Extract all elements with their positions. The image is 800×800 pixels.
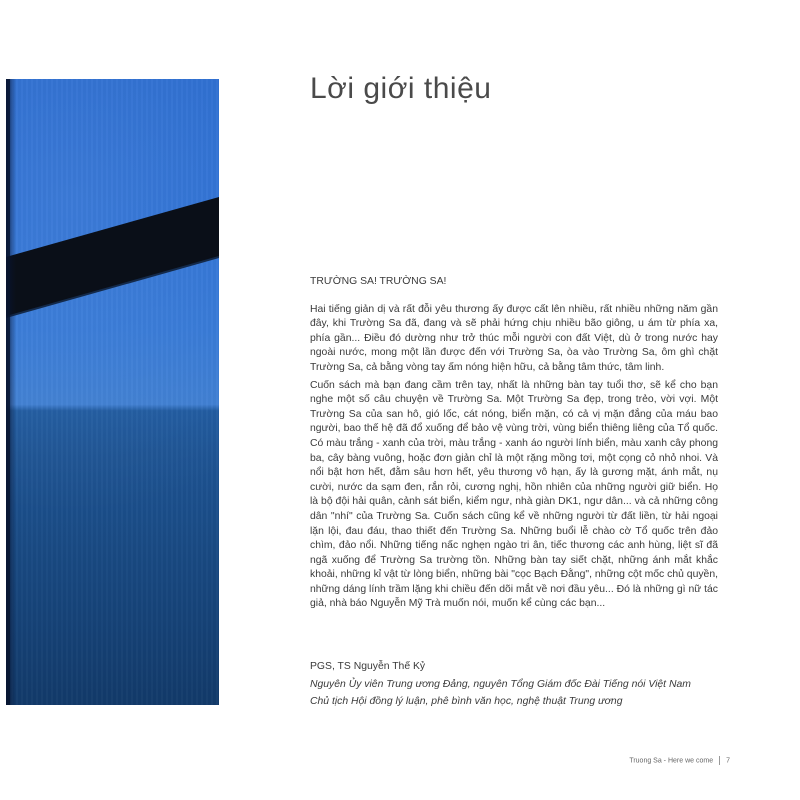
intro-paragraph-2: Cuốn sách mà bạn đang cầm trên tay, nhất là những bàn tay tuổi thơ, sẽ kể cho bạn nghe một số câu chuyện về Trường Sa. Một Trường Sa đẹp, trong trẻo, vời vợi. Một Trường Sa của san hô, gió lốc, cát nóng, biển mặn, có cả vị mặn đắng của máu bao người, bao thế hệ đã đổ xuống để bảo vệ vùng trời, vùng biển thiêng liêng của Tổ quốc. Có màu trắng - xanh của trời, màu trắng - xanh áo người lính biển, màu xanh cây phong ba, cây bàng vuông, hoặc đơn giản chỉ là một rặng mồng tơi, một cọng cỏ nhỏ nhoi. Và nổi bật hơn hết, đằm sâu hơn hết, yêu thương vô hạn, ấy là gương mặt, ánh mắt, nụ cười, nước da sạm đen, rắn rỏi, cương nghị, hồn nhiên của những người giữ biển. Họ là bộ đội hải quân, cảnh sát biển, kiểm ngư, nhà giàn DK1, ngư dân... và cả những công dân "nhí" của Trường Sa. Cuốn sách cũng kể về những người từ đất liền, từ hải ngoại lặn lội, đau đáu, thao thiết đến Trường Sa. Những buổi lễ chào cờ Tổ quốc trên đảo chìm, đảo nổi. Những tiếng nấc nghẹn ngào tri ân, tiếc thương các anh hùng, liệt sĩ đã ngã xuống để Trường Sa trường tồn. Những bàn tay siết chặt, những ánh mắt khắc khoải, những kỉ vật từ lòng biển, những bài "cọc Bạch Đằng", những cột mốc chủ quyền, những dáng lính trầm lặng khi chiều đến dõi mắt về nơi đầu yêu... Đó là những gì nữ tác giả, nhà báo Nguyễn Mỹ Trà muốn nói, muốn kể cùng các bạn...: [310, 379, 718, 610]
page-number: 7: [726, 757, 730, 765]
page-footer: [629, 756, 730, 765]
author-role-2: Chủ tịch Hội đồng lý luận, phê bình văn học, nghệ thuật Trung ương: [310, 696, 623, 707]
signature-block: [310, 658, 730, 711]
footer-divider: [719, 756, 720, 765]
page-title: Lời giới thiệu: [310, 72, 492, 105]
author-role-1: Nguyên Ủy viên Trung ương Đảng, nguyên Tổng Giám đốc Đài Tiếng nói Việt Nam: [310, 678, 691, 690]
author-name: PGS, TS Nguyễn Thế Kỷ: [310, 661, 426, 672]
window-frame-graphic: [6, 79, 219, 705]
intro-body: [310, 275, 718, 615]
cover-photo-sea-through-window: [6, 79, 219, 705]
window-crossbar: [6, 197, 219, 317]
footer-book-title: Truong Sa - Here we come: [629, 757, 714, 765]
intro-paragraph-1: Hai tiếng giản dị và rất đỗi yêu thương ấy được cất lên nhiều, rất nhiều những năm gần đây, khi Trường Sa đã, đang và sẽ phải hứng chịu nhiều bão giông, u ám từ phía xa, phía gần... Điều đó dường như trở thúc mỗi người con đất Việt, dù ở trong nước hay ngoài nước, mong một lần được đến với Trường Sa, òa vào Trường Sa, ôm ghì chặt Trường Sa, cả bằng vòng tay ấm nóng hiện hữu, cả bằng tâm thức, tâm linh.: [310, 303, 718, 373]
intro-heading: TRƯỜNG SA! TRƯỜNG SA!: [310, 276, 447, 287]
